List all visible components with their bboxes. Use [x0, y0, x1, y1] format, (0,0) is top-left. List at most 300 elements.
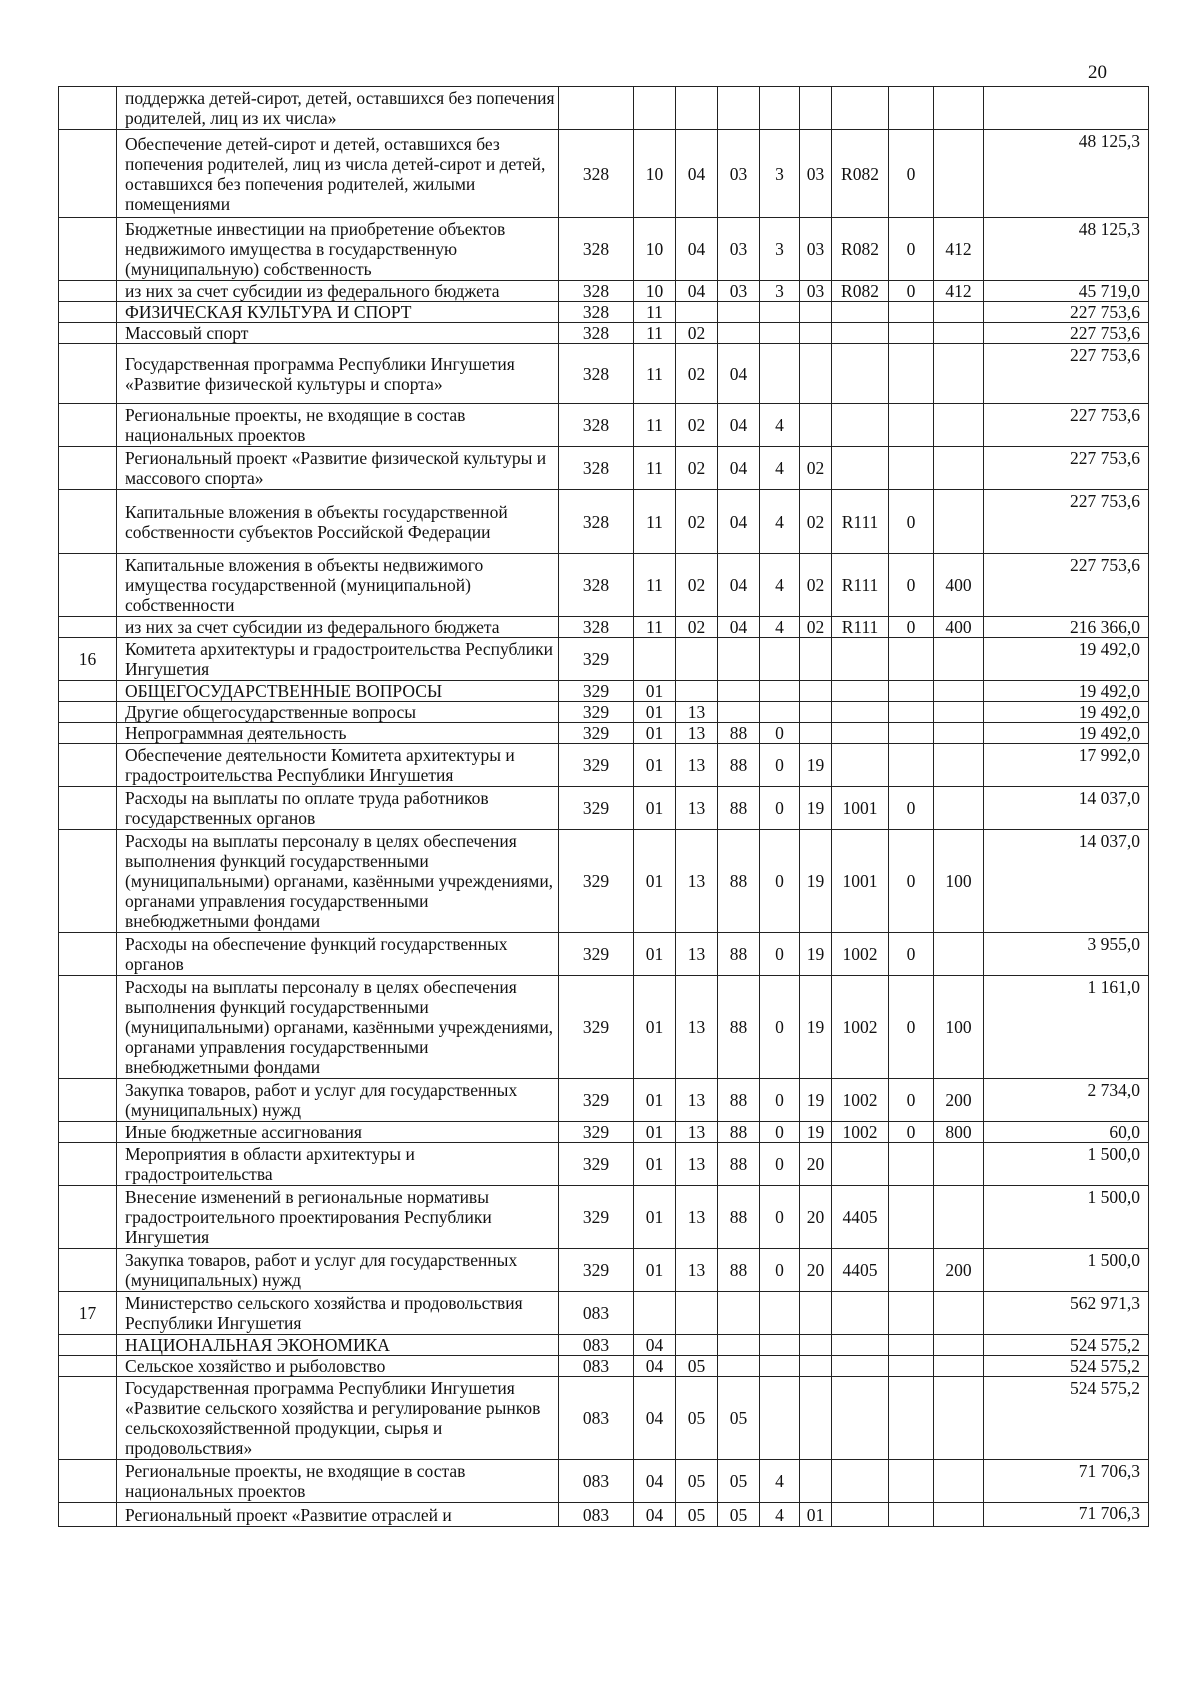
- code-event-cell: 19: [800, 1122, 832, 1143]
- code-type-cell: [760, 344, 800, 404]
- code-subsection-cell: 13: [676, 787, 718, 830]
- code-direction-cell: [832, 681, 889, 702]
- code-event-cell: [800, 702, 832, 723]
- code-direction-cell: [832, 638, 889, 681]
- code-type-cell: [760, 302, 800, 323]
- code-section-cell: 04: [634, 1335, 676, 1356]
- code-program-cell: [718, 323, 760, 344]
- code-suffix-cell: 0: [889, 218, 934, 281]
- code-direction-cell: R111: [832, 554, 889, 617]
- code-suffix-cell: [889, 302, 934, 323]
- code-direction-cell: 1002: [832, 1122, 889, 1143]
- code-expense-cell: 800: [934, 1122, 984, 1143]
- table-row: [59, 302, 1149, 323]
- table-row: [59, 554, 1149, 617]
- code-direction-cell: [832, 1335, 889, 1356]
- code-event-cell: [800, 1292, 832, 1335]
- code-admin-cell: 328: [559, 302, 634, 323]
- code-suffix-cell: [889, 744, 934, 787]
- code-event-cell: [800, 1335, 832, 1356]
- code-expense-cell: 200: [934, 1079, 984, 1122]
- code-expense-cell: 400: [934, 617, 984, 638]
- code-expense-cell: 412: [934, 218, 984, 281]
- table-row: [59, 933, 1149, 976]
- row-number-cell: [59, 218, 117, 281]
- row-number-cell: [59, 1079, 117, 1122]
- code-program-cell: 88: [718, 1186, 760, 1249]
- row-number-cell: 16: [59, 638, 117, 681]
- code-admin-cell: 083: [559, 1460, 634, 1503]
- code-type-cell: 0: [760, 1079, 800, 1122]
- code-suffix-cell: [889, 344, 934, 404]
- row-number-cell: [59, 490, 117, 554]
- code-program-cell: 04: [718, 554, 760, 617]
- code-section-cell: 01: [634, 681, 676, 702]
- code-event-cell: 20: [800, 1186, 832, 1249]
- amount-cell: [984, 87, 1149, 130]
- code-program-cell: 88: [718, 1249, 760, 1292]
- code-direction-cell: [832, 702, 889, 723]
- item-name-cell: Обеспечение детей-сирот и детей, оставшихся без попечения родителей, лиц из числа детей-сирот и детей, оставшихся без попечения родителей, жилыми помещениями: [117, 130, 559, 218]
- code-type-cell: 0: [760, 723, 800, 744]
- code-suffix-cell: 0: [889, 281, 934, 302]
- code-program-cell: [718, 702, 760, 723]
- code-program-cell: 04: [718, 404, 760, 447]
- row-number-cell: [59, 617, 117, 638]
- row-number-cell: [59, 281, 117, 302]
- amount-cell: 60,0: [984, 1122, 1149, 1143]
- item-name-cell: ФИЗИЧЕСКАЯ КУЛЬТУРА И СПОРТ: [117, 302, 559, 323]
- code-type-cell: 0: [760, 830, 800, 933]
- code-admin-cell: 329: [559, 1143, 634, 1186]
- code-admin-cell: 083: [559, 1335, 634, 1356]
- row-number-cell: [59, 302, 117, 323]
- code-section-cell: 10: [634, 130, 676, 218]
- code-type-cell: [760, 1292, 800, 1335]
- code-direction-cell: [832, 447, 889, 490]
- item-name-cell: поддержка детей-сирот, детей, оставшихся без попечения родителей, лиц из их числа»: [117, 87, 559, 130]
- code-suffix-cell: [889, 638, 934, 681]
- code-program-cell: [718, 1335, 760, 1356]
- code-section-cell: [634, 87, 676, 130]
- code-suffix-cell: [889, 404, 934, 447]
- item-name-cell: Закупка товаров, работ и услуг для государственных (муниципальных) нужд: [117, 1249, 559, 1292]
- code-subsection-cell: 05: [676, 1356, 718, 1377]
- code-direction-cell: [832, 1460, 889, 1503]
- table-row: [59, 787, 1149, 830]
- code-section-cell: 11: [634, 404, 676, 447]
- code-subsection-cell: 13: [676, 1249, 718, 1292]
- item-name-cell: из них за счет субсидии из федерального бюджета: [117, 617, 559, 638]
- code-direction-cell: [832, 1356, 889, 1377]
- code-event-cell: 20: [800, 1249, 832, 1292]
- table-row: [59, 281, 1149, 302]
- code-section-cell: 01: [634, 702, 676, 723]
- code-direction-cell: [832, 404, 889, 447]
- item-name-cell: Капитальные вложения в объекты государственной собственности субъектов Российской Федерации: [117, 490, 559, 554]
- code-type-cell: 4: [760, 1503, 800, 1527]
- budget-table: [58, 86, 1149, 1527]
- code-suffix-cell: 0: [889, 130, 934, 218]
- item-name-cell: Сельское хозяйство и рыболовство: [117, 1356, 559, 1377]
- code-subsection-cell: 13: [676, 1143, 718, 1186]
- code-section-cell: 01: [634, 1079, 676, 1122]
- code-program-cell: 88: [718, 976, 760, 1079]
- amount-cell: 45 719,0: [984, 281, 1149, 302]
- code-type-cell: 4: [760, 447, 800, 490]
- code-program-cell: 88: [718, 1079, 760, 1122]
- code-event-cell: 02: [800, 447, 832, 490]
- code-subsection-cell: 13: [676, 1122, 718, 1143]
- code-direction-cell: R082: [832, 281, 889, 302]
- table-row: [59, 344, 1149, 404]
- code-expense-cell: [934, 1503, 984, 1527]
- item-name-cell: Непрограммная деятельность: [117, 723, 559, 744]
- code-section-cell: 04: [634, 1377, 676, 1460]
- item-name-cell: Расходы на выплаты персоналу в целях обеспечения выполнения функций государственными (муниципальными) органами, казёнными учреждениями, органами управления государственными внебюджетными фондами: [117, 976, 559, 1079]
- code-section-cell: [634, 638, 676, 681]
- code-program-cell: 05: [718, 1377, 760, 1460]
- amount-cell: 48 125,3: [984, 130, 1149, 218]
- code-subsection-cell: 02: [676, 344, 718, 404]
- code-expense-cell: [934, 787, 984, 830]
- code-expense-cell: [934, 723, 984, 744]
- item-name-cell: Комитета архитектуры и градостроительства Республики Ингушетия: [117, 638, 559, 681]
- code-type-cell: [760, 1356, 800, 1377]
- code-suffix-cell: 0: [889, 617, 934, 638]
- code-type-cell: 4: [760, 490, 800, 554]
- code-subsection-cell: 13: [676, 723, 718, 744]
- code-program-cell: 88: [718, 1143, 760, 1186]
- code-program-cell: [718, 87, 760, 130]
- row-number-cell: [59, 830, 117, 933]
- row-number-cell: [59, 787, 117, 830]
- code-subsection-cell: [676, 681, 718, 702]
- code-section-cell: 11: [634, 302, 676, 323]
- code-program-cell: 03: [718, 218, 760, 281]
- code-suffix-cell: [889, 702, 934, 723]
- code-event-cell: [800, 681, 832, 702]
- table-row: [59, 1143, 1149, 1186]
- row-number-cell: [59, 1335, 117, 1356]
- amount-cell: 227 753,6: [984, 302, 1149, 323]
- code-admin-cell: 329: [559, 830, 634, 933]
- code-type-cell: [760, 638, 800, 681]
- item-name-cell: Внесение изменений в региональные нормативы градостроительного проектирования Республики Ингушетия: [117, 1186, 559, 1249]
- code-admin-cell: 328: [559, 218, 634, 281]
- code-subsection-cell: [676, 1335, 718, 1356]
- code-admin-cell: [559, 87, 634, 130]
- code-suffix-cell: 0: [889, 976, 934, 1079]
- item-name-cell: Региональные проекты, не входящие в состав национальных проектов: [117, 404, 559, 447]
- amount-cell: 1 161,0: [984, 976, 1149, 1079]
- code-direction-cell: R082: [832, 130, 889, 218]
- code-expense-cell: 100: [934, 830, 984, 933]
- code-suffix-cell: [889, 323, 934, 344]
- row-number-cell: [59, 1503, 117, 1527]
- code-expense-cell: [934, 302, 984, 323]
- code-event-cell: [800, 404, 832, 447]
- code-section-cell: 11: [634, 490, 676, 554]
- code-admin-cell: 329: [559, 638, 634, 681]
- code-subsection-cell: 02: [676, 490, 718, 554]
- code-program-cell: 04: [718, 447, 760, 490]
- code-suffix-cell: [889, 1292, 934, 1335]
- code-event-cell: [800, 87, 832, 130]
- code-type-cell: [760, 1335, 800, 1356]
- table-row: [59, 490, 1149, 554]
- code-admin-cell: 329: [559, 933, 634, 976]
- code-expense-cell: [934, 130, 984, 218]
- code-expense-cell: [934, 1460, 984, 1503]
- amount-cell: 19 492,0: [984, 681, 1149, 702]
- code-direction-cell: [832, 1292, 889, 1335]
- code-subsection-cell: 04: [676, 218, 718, 281]
- code-event-cell: 03: [800, 130, 832, 218]
- code-program-cell: [718, 302, 760, 323]
- code-suffix-cell: [889, 1377, 934, 1460]
- item-name-cell: Закупка товаров, работ и услуг для государственных (муниципальных) нужд: [117, 1079, 559, 1122]
- item-name-cell: из них за счет субсидии из федерального бюджета: [117, 281, 559, 302]
- code-suffix-cell: 0: [889, 787, 934, 830]
- row-number-cell: [59, 87, 117, 130]
- code-admin-cell: 329: [559, 723, 634, 744]
- code-section-cell: 11: [634, 617, 676, 638]
- code-program-cell: [718, 681, 760, 702]
- amount-cell: 227 753,6: [984, 404, 1149, 447]
- amount-cell: 19 492,0: [984, 702, 1149, 723]
- item-name-cell: Региональный проект «Развитие физической культуры и массового спорта»: [117, 447, 559, 490]
- code-type-cell: 4: [760, 617, 800, 638]
- code-type-cell: [760, 681, 800, 702]
- code-section-cell: 11: [634, 344, 676, 404]
- code-section-cell: 04: [634, 1356, 676, 1377]
- code-suffix-cell: 0: [889, 554, 934, 617]
- code-expense-cell: [934, 1377, 984, 1460]
- code-direction-cell: [832, 302, 889, 323]
- amount-cell: 227 753,6: [984, 447, 1149, 490]
- table-row: [59, 1122, 1149, 1143]
- code-admin-cell: 329: [559, 702, 634, 723]
- code-admin-cell: 328: [559, 323, 634, 344]
- code-section-cell: 01: [634, 1249, 676, 1292]
- code-admin-cell: 329: [559, 1186, 634, 1249]
- code-event-cell: [800, 344, 832, 404]
- row-number-cell: [59, 976, 117, 1079]
- code-admin-cell: 328: [559, 554, 634, 617]
- item-name-cell: Бюджетные инвестиции на приобретение объектов недвижимого имущества в государственную (муниципальную) собственность: [117, 218, 559, 281]
- code-direction-cell: 4405: [832, 1186, 889, 1249]
- code-type-cell: 4: [760, 554, 800, 617]
- code-suffix-cell: 0: [889, 933, 934, 976]
- code-section-cell: 01: [634, 830, 676, 933]
- code-expense-cell: [934, 638, 984, 681]
- code-section-cell: 01: [634, 1186, 676, 1249]
- row-number-cell: [59, 1122, 117, 1143]
- code-event-cell: [800, 638, 832, 681]
- amount-cell: 71 706,3: [984, 1460, 1149, 1503]
- table-row: [59, 744, 1149, 787]
- code-direction-cell: R111: [832, 617, 889, 638]
- table-row: [59, 1335, 1149, 1356]
- code-expense-cell: [934, 1292, 984, 1335]
- code-type-cell: [760, 323, 800, 344]
- item-name-cell: Массовый спорт: [117, 323, 559, 344]
- code-admin-cell: 329: [559, 1249, 634, 1292]
- amount-cell: 71 706,3: [984, 1503, 1149, 1527]
- code-section-cell: [634, 1292, 676, 1335]
- table-row: [59, 617, 1149, 638]
- item-name-cell: Другие общегосударственные вопросы: [117, 702, 559, 723]
- row-number-cell: [59, 1460, 117, 1503]
- row-number-cell: [59, 344, 117, 404]
- item-name-cell: Расходы на выплаты персоналу в целях обеспечения выполнения функций государственными (муниципальными) органами, казёнными учреждениями, органами управления государственными внебюджетными фондами: [117, 830, 559, 933]
- code-subsection-cell: 04: [676, 130, 718, 218]
- code-direction-cell: [832, 744, 889, 787]
- code-subsection-cell: 13: [676, 1079, 718, 1122]
- amount-cell: 2 734,0: [984, 1079, 1149, 1122]
- code-admin-cell: 083: [559, 1503, 634, 1527]
- code-type-cell: [760, 87, 800, 130]
- row-number-cell: [59, 744, 117, 787]
- code-expense-cell: 400: [934, 554, 984, 617]
- code-suffix-cell: [889, 1249, 934, 1292]
- code-subsection-cell: 05: [676, 1503, 718, 1527]
- code-type-cell: 3: [760, 281, 800, 302]
- code-section-cell: 01: [634, 976, 676, 1079]
- code-program-cell: [718, 1356, 760, 1377]
- item-name-cell: Государственная программа Республики Ингушетия «Развитие сельского хозяйства и регулирование рынков сельскохозяйственной продукции, сырья и продовольствия»: [117, 1377, 559, 1460]
- amount-cell: 17 992,0: [984, 744, 1149, 787]
- code-type-cell: 0: [760, 976, 800, 1079]
- amount-cell: 227 753,6: [984, 490, 1149, 554]
- amount-cell: 48 125,3: [984, 218, 1149, 281]
- code-admin-cell: 328: [559, 490, 634, 554]
- table-row: [59, 1460, 1149, 1503]
- item-name-cell: Обеспечение деятельности Комитета архитектуры и градостроительства Республики Ингушетия: [117, 744, 559, 787]
- code-type-cell: 3: [760, 130, 800, 218]
- code-type-cell: [760, 1377, 800, 1460]
- code-expense-cell: [934, 323, 984, 344]
- code-direction-cell: R111: [832, 490, 889, 554]
- code-admin-cell: 328: [559, 281, 634, 302]
- code-admin-cell: 328: [559, 130, 634, 218]
- code-direction-cell: [832, 87, 889, 130]
- amount-cell: 227 753,6: [984, 554, 1149, 617]
- row-number-cell: [59, 447, 117, 490]
- code-section-cell: 11: [634, 554, 676, 617]
- code-expense-cell: [934, 933, 984, 976]
- code-event-cell: 19: [800, 976, 832, 1079]
- amount-cell: 562 971,3: [984, 1292, 1149, 1335]
- code-expense-cell: [934, 1143, 984, 1186]
- code-subsection-cell: [676, 638, 718, 681]
- code-event-cell: [800, 1377, 832, 1460]
- code-program-cell: 04: [718, 490, 760, 554]
- code-event-cell: 03: [800, 281, 832, 302]
- code-expense-cell: [934, 1335, 984, 1356]
- code-admin-cell: 329: [559, 1122, 634, 1143]
- code-event-cell: 02: [800, 490, 832, 554]
- code-subsection-cell: 05: [676, 1460, 718, 1503]
- code-subsection-cell: [676, 1292, 718, 1335]
- item-name-cell: Капитальные вложения в объекты недвижимого имущества государственной (муниципальной) собственности: [117, 554, 559, 617]
- code-subsection-cell: 02: [676, 323, 718, 344]
- code-type-cell: 0: [760, 787, 800, 830]
- code-direction-cell: [832, 323, 889, 344]
- table-row: [59, 638, 1149, 681]
- row-number-cell: [59, 1249, 117, 1292]
- code-event-cell: [800, 1460, 832, 1503]
- code-section-cell: 01: [634, 933, 676, 976]
- code-event-cell: 02: [800, 617, 832, 638]
- code-suffix-cell: 0: [889, 1079, 934, 1122]
- code-direction-cell: [832, 723, 889, 744]
- table-row: [59, 1503, 1149, 1527]
- code-event-cell: 19: [800, 830, 832, 933]
- item-name-cell: Иные бюджетные ассигнования: [117, 1122, 559, 1143]
- table-row: [59, 723, 1149, 744]
- code-event-cell: [800, 1356, 832, 1377]
- code-event-cell: 03: [800, 218, 832, 281]
- code-section-cell: 10: [634, 281, 676, 302]
- code-expense-cell: [934, 681, 984, 702]
- row-number-cell: [59, 554, 117, 617]
- code-type-cell: 0: [760, 744, 800, 787]
- code-program-cell: 03: [718, 281, 760, 302]
- table-row: [59, 681, 1149, 702]
- code-expense-cell: [934, 744, 984, 787]
- amount-cell: 524 575,2: [984, 1335, 1149, 1356]
- row-number-cell: [59, 681, 117, 702]
- row-number-cell: [59, 1143, 117, 1186]
- row-number-cell: 17: [59, 1292, 117, 1335]
- code-program-cell: 88: [718, 830, 760, 933]
- code-suffix-cell: 0: [889, 830, 934, 933]
- code-expense-cell: [934, 447, 984, 490]
- code-program-cell: 04: [718, 617, 760, 638]
- code-expense-cell: 200: [934, 1249, 984, 1292]
- row-number-cell: [59, 1186, 117, 1249]
- item-name-cell: НАЦИОНАЛЬНАЯ ЭКОНОМИКА: [117, 1335, 559, 1356]
- code-suffix-cell: [889, 1503, 934, 1527]
- item-name-cell: Расходы на обеспечение функций государственных органов: [117, 933, 559, 976]
- code-admin-cell: 083: [559, 1356, 634, 1377]
- code-section-cell: 11: [634, 447, 676, 490]
- amount-cell: 227 753,6: [984, 323, 1149, 344]
- code-admin-cell: 328: [559, 447, 634, 490]
- item-name-cell: ОБЩЕГОСУДАРСТВЕННЫЕ ВОПРОСЫ: [117, 681, 559, 702]
- code-admin-cell: 329: [559, 744, 634, 787]
- table-row: [59, 218, 1149, 281]
- code-suffix-cell: [889, 87, 934, 130]
- row-number-cell: [59, 702, 117, 723]
- code-admin-cell: 083: [559, 1377, 634, 1460]
- code-suffix-cell: [889, 723, 934, 744]
- amount-cell: 19 492,0: [984, 723, 1149, 744]
- amount-cell: 216 366,0: [984, 617, 1149, 638]
- code-suffix-cell: [889, 1186, 934, 1249]
- row-number-cell: [59, 1377, 117, 1460]
- table-row: [59, 1377, 1149, 1460]
- code-section-cell: 10: [634, 218, 676, 281]
- row-number-cell: [59, 404, 117, 447]
- code-direction-cell: 1002: [832, 1079, 889, 1122]
- code-subsection-cell: 13: [676, 744, 718, 787]
- item-name-cell: Мероприятия в области архитектуры и градостроительства: [117, 1143, 559, 1186]
- amount-cell: 3 955,0: [984, 933, 1149, 976]
- code-suffix-cell: [889, 1335, 934, 1356]
